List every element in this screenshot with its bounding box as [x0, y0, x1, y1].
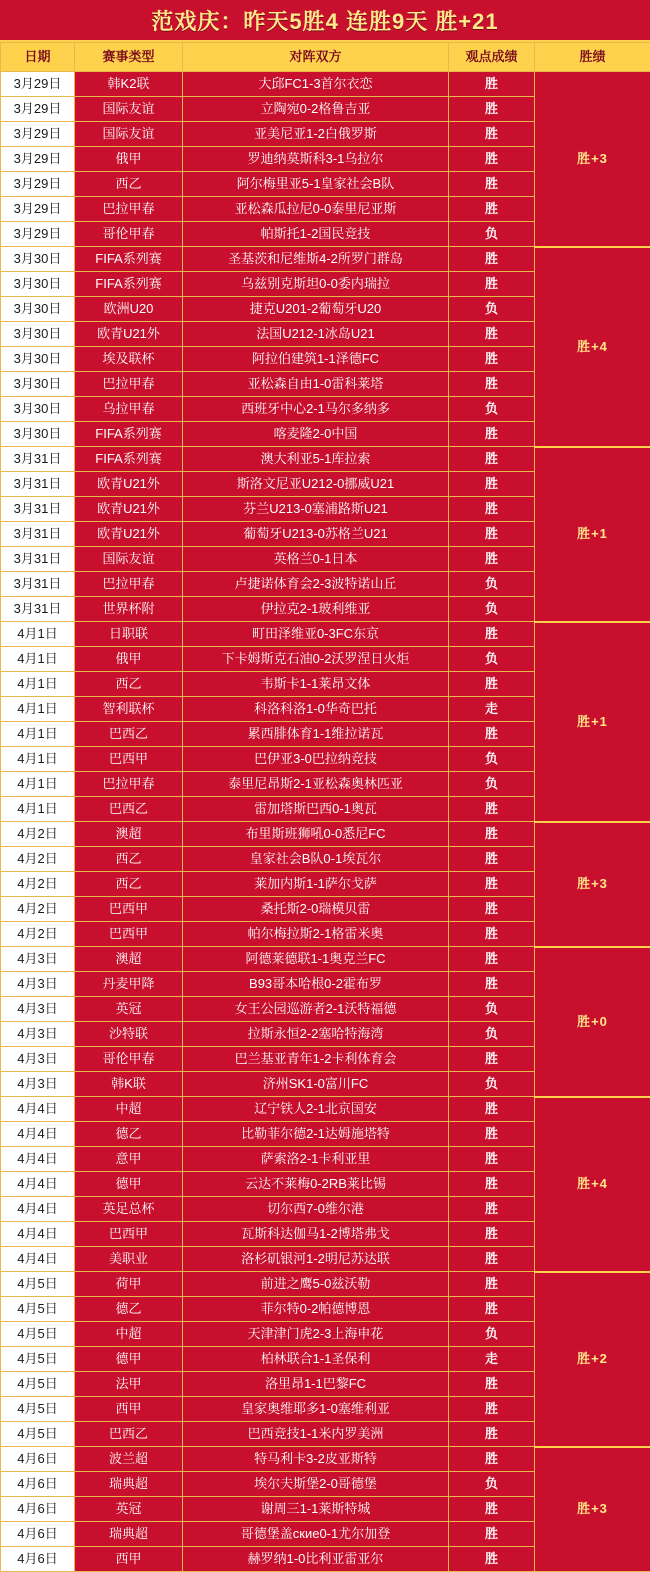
- cell-match: 菲尔特0-2帕德博恩: [183, 1297, 449, 1322]
- cell-league: 西乙: [75, 672, 183, 697]
- cell-result: 胜: [449, 322, 535, 347]
- cell-date: 3月31日: [1, 572, 75, 597]
- cell-league: 法甲: [75, 1372, 183, 1397]
- cell-match: 莱加内斯1-1萨尔戈萨: [183, 872, 449, 897]
- cell-league: 欧青U21外: [75, 322, 183, 347]
- cell-match: 巴兰基亚青年1-2卡利体育会: [183, 1047, 449, 1072]
- cell-match: 捷克U201-2葡萄牙U20: [183, 297, 449, 322]
- cell-result: 胜: [449, 972, 535, 997]
- cell-league: 西甲: [75, 1547, 183, 1572]
- cell-match: 伊拉克2-1玻利维亚: [183, 597, 449, 622]
- cell-league: 美职业: [75, 1247, 183, 1272]
- cell-match: 帕尔梅拉斯2-1格雷米奥: [183, 922, 449, 947]
- cell-league: 西乙: [75, 847, 183, 872]
- cell-streak: 胜+3: [535, 822, 650, 947]
- cell-date: 3月31日: [1, 597, 75, 622]
- cell-streak: 胜+1: [535, 622, 650, 822]
- cell-match: 雷加塔斯巴西0-1奥瓦: [183, 797, 449, 822]
- cell-match: 洛里昂1-1巴黎FC: [183, 1372, 449, 1397]
- cell-league: 西甲: [75, 1397, 183, 1422]
- cell-league: 巴拉甲春: [75, 372, 183, 397]
- table-row: [1, 72, 650, 97]
- cell-result: 胜: [449, 947, 535, 972]
- cell-match: 切尔西7-0维尔港: [183, 1197, 449, 1222]
- cell-date: 3月29日: [1, 172, 75, 197]
- table-row: [1, 1097, 650, 1122]
- cell-match: 布里斯班狮吼0-0悉尼FC: [183, 822, 449, 847]
- page-title: 范戏庆：昨天5胜4 连胜9天 胜+21: [151, 5, 498, 36]
- cell-result: 胜: [449, 97, 535, 122]
- cell-match: 桑托斯2-0瑞模贝雷: [183, 897, 449, 922]
- column-header-league: 赛事类型: [75, 43, 183, 72]
- cell-date: 3月31日: [1, 447, 75, 472]
- cell-match: 拉斯永恒2-2塞哈特海湾: [183, 1022, 449, 1047]
- cell-match: 英格兰0-1日本: [183, 547, 449, 572]
- cell-match: 罗迪纳莫斯科3-1乌拉尔: [183, 147, 449, 172]
- cell-match: 阿尔梅里亚5-1皇家社会B队: [183, 172, 449, 197]
- cell-result: 胜: [449, 1222, 535, 1247]
- cell-league: 巴西甲: [75, 897, 183, 922]
- cell-date: 4月5日: [1, 1422, 75, 1447]
- cell-match: 谢周三1-1莱斯特城: [183, 1497, 449, 1522]
- cell-result: 胜: [449, 1497, 535, 1522]
- cell-date: 4月5日: [1, 1372, 75, 1397]
- cell-result: 胜: [449, 897, 535, 922]
- cell-streak: 胜+3: [535, 72, 650, 247]
- cell-date: 4月5日: [1, 1322, 75, 1347]
- cell-match: 巴伊亚3-0巴拉纳竞技: [183, 747, 449, 772]
- cell-league: 英足总杯: [75, 1197, 183, 1222]
- cell-match: 萨索洛2-1卡利亚里: [183, 1147, 449, 1172]
- cell-match: 云达不莱梅0-2RB莱比锡: [183, 1172, 449, 1197]
- cell-date: 4月2日: [1, 872, 75, 897]
- cell-date: 3月31日: [1, 522, 75, 547]
- cell-league: 德乙: [75, 1122, 183, 1147]
- page-header: [0, 0, 650, 42]
- cell-league: 哥伦甲春: [75, 1047, 183, 1072]
- table-header-row: [1, 43, 650, 72]
- cell-league: 中超: [75, 1097, 183, 1122]
- cell-league: 巴西甲: [75, 1222, 183, 1247]
- cell-league: 俄甲: [75, 647, 183, 672]
- cell-league: 国际友谊: [75, 122, 183, 147]
- cell-result: 胜: [449, 1122, 535, 1147]
- cell-result: 走: [449, 697, 535, 722]
- cell-result: 胜: [449, 1447, 535, 1472]
- table-row: [1, 1447, 650, 1472]
- cell-league: FIFA系列赛: [75, 272, 183, 297]
- cell-league: FIFA系列赛: [75, 247, 183, 272]
- cell-result: 胜: [449, 1172, 535, 1197]
- cell-result: 胜: [449, 1522, 535, 1547]
- cell-date: 3月31日: [1, 472, 75, 497]
- cell-league: 巴西甲: [75, 747, 183, 772]
- cell-result: 胜: [449, 122, 535, 147]
- cell-match: 澳大利亚5-1库拉索: [183, 447, 449, 472]
- cell-date: 4月4日: [1, 1247, 75, 1272]
- cell-result: 胜: [449, 1047, 535, 1072]
- table-row: [1, 947, 650, 972]
- cell-match: 帕斯托1-2国民竞技: [183, 222, 449, 247]
- cell-league: 荷甲: [75, 1272, 183, 1297]
- cell-result: 负: [449, 597, 535, 622]
- cell-date: 4月3日: [1, 947, 75, 972]
- cell-match: 济州SK1-0富川FC: [183, 1072, 449, 1097]
- cell-result: 胜: [449, 197, 535, 222]
- cell-match: 巴西竞技1-1米内罗美洲: [183, 1422, 449, 1447]
- cell-result: 胜: [449, 1397, 535, 1422]
- cell-result: 胜: [449, 272, 535, 297]
- cell-date: 4月3日: [1, 1072, 75, 1097]
- cell-league: 波兰超: [75, 1447, 183, 1472]
- cell-league: 英冠: [75, 997, 183, 1022]
- cell-league: 英冠: [75, 1497, 183, 1522]
- cell-match: 女王公园巡游者2-1沃特福德: [183, 997, 449, 1022]
- table-body: [1, 72, 650, 1572]
- cell-match: 埃尔夫斯堡2-0哥德堡: [183, 1472, 449, 1497]
- cell-match: B93哥本哈根0-2霍布罗: [183, 972, 449, 997]
- cell-league: 韩K联: [75, 1072, 183, 1097]
- cell-result: 胜: [449, 1297, 535, 1322]
- cell-league: FIFA系列赛: [75, 422, 183, 447]
- cell-match: 天津津门虎2-3上海申花: [183, 1322, 449, 1347]
- cell-match: 斯洛文尼亚U212-0挪威U21: [183, 472, 449, 497]
- cell-match: 亚松森瓜拉尼0-0泰里尼亚斯: [183, 197, 449, 222]
- cell-match: 辽宁铁人2-1北京国安: [183, 1097, 449, 1122]
- cell-date: 4月6日: [1, 1547, 75, 1572]
- table-row: [1, 447, 650, 472]
- cell-result: 胜: [449, 347, 535, 372]
- table-row: [1, 822, 650, 847]
- cell-date: 4月1日: [1, 622, 75, 647]
- cell-result: 胜: [449, 497, 535, 522]
- cell-result: 负: [449, 1072, 535, 1097]
- cell-result: 胜: [449, 472, 535, 497]
- cell-result: 负: [449, 1022, 535, 1047]
- cell-result: 胜: [449, 422, 535, 447]
- cell-result: 胜: [449, 1372, 535, 1397]
- cell-league: 韩K2联: [75, 72, 183, 97]
- cell-date: 3月30日: [1, 247, 75, 272]
- cell-match: 乌兹别克斯坦0-0委内瑞拉: [183, 272, 449, 297]
- cell-result: 负: [449, 572, 535, 597]
- cell-match: 皇家社会B队0-1埃瓦尔: [183, 847, 449, 872]
- cell-match: 大邱FC1-3首尔衣恋: [183, 72, 449, 97]
- cell-date: 3月29日: [1, 197, 75, 222]
- cell-league: 欧青U21外: [75, 497, 183, 522]
- cell-result: 胜: [449, 847, 535, 872]
- cell-result: 负: [449, 747, 535, 772]
- cell-league: 德甲: [75, 1347, 183, 1372]
- cell-date: 3月30日: [1, 272, 75, 297]
- cell-date: 4月6日: [1, 1447, 75, 1472]
- cell-date: 3月30日: [1, 422, 75, 447]
- cell-league: 欧洲U20: [75, 297, 183, 322]
- cell-match: 泰里尼昂斯2-1亚松森奥林匹亚: [183, 772, 449, 797]
- cell-date: 3月31日: [1, 497, 75, 522]
- cell-date: 4月1日: [1, 647, 75, 672]
- cell-league: 巴西乙: [75, 1422, 183, 1447]
- cell-date: 4月1日: [1, 672, 75, 697]
- cell-league: 哥伦甲春: [75, 222, 183, 247]
- cell-date: 4月1日: [1, 697, 75, 722]
- cell-date: 4月5日: [1, 1347, 75, 1372]
- cell-date: 4月5日: [1, 1272, 75, 1297]
- column-header-result: 观点成绩: [449, 43, 535, 72]
- cell-result: 胜: [449, 72, 535, 97]
- cell-date: 4月3日: [1, 1022, 75, 1047]
- cell-result: 胜: [449, 1547, 535, 1572]
- cell-date: 4月2日: [1, 897, 75, 922]
- cell-result: 胜: [449, 872, 535, 897]
- cell-league: 巴拉甲春: [75, 572, 183, 597]
- cell-date: 3月30日: [1, 322, 75, 347]
- cell-date: 4月2日: [1, 822, 75, 847]
- cell-match: 葡萄牙U213-0苏格兰U21: [183, 522, 449, 547]
- cell-result: 胜: [449, 372, 535, 397]
- cell-league: 德甲: [75, 1172, 183, 1197]
- table-row: [1, 622, 650, 647]
- table-row: [1, 247, 650, 272]
- cell-match: 科洛科洛1-0华奇巴托: [183, 697, 449, 722]
- cell-match: 喀麦隆2-0中国: [183, 422, 449, 447]
- column-header-match: 对阵双方: [183, 43, 449, 72]
- cell-match: 皇家奥维耶多1-0塞维利亚: [183, 1397, 449, 1422]
- cell-date: 3月30日: [1, 347, 75, 372]
- cell-match: 法国U212-1冰岛U21: [183, 322, 449, 347]
- cell-match: 洛杉矶银河1-2明尼苏达联: [183, 1247, 449, 1272]
- cell-league: 巴西乙: [75, 722, 183, 747]
- cell-result: 胜: [449, 172, 535, 197]
- cell-streak: 胜+4: [535, 1097, 650, 1272]
- cell-result: 胜: [449, 672, 535, 697]
- cell-result: 胜: [449, 922, 535, 947]
- cell-league: 乌拉甲春: [75, 397, 183, 422]
- cell-result: 胜: [449, 547, 535, 572]
- cell-result: 负: [449, 397, 535, 422]
- cell-result: 胜: [449, 1097, 535, 1122]
- cell-date: 4月3日: [1, 1047, 75, 1072]
- cell-league: 丹麦甲降: [75, 972, 183, 997]
- cell-match: 阿德莱德联1-1奥克兰FC: [183, 947, 449, 972]
- cell-result: 负: [449, 222, 535, 247]
- cell-date: 4月4日: [1, 1097, 75, 1122]
- cell-league: 俄甲: [75, 147, 183, 172]
- cell-date: 3月31日: [1, 547, 75, 572]
- cell-match: 瓦斯科达伽马1-2博塔弗戈: [183, 1222, 449, 1247]
- cell-date: 4月6日: [1, 1522, 75, 1547]
- cell-date: 4月3日: [1, 972, 75, 997]
- cell-result: 胜: [449, 1147, 535, 1172]
- cell-date: 3月29日: [1, 222, 75, 247]
- table-row: [1, 1272, 650, 1297]
- cell-date: 3月29日: [1, 147, 75, 172]
- cell-league: 瑞典超: [75, 1472, 183, 1497]
- cell-streak: 胜+3: [535, 1447, 650, 1572]
- records-table: [0, 42, 650, 1572]
- cell-league: 西乙: [75, 872, 183, 897]
- cell-match: 特马利卡3-2皮亚斯特: [183, 1447, 449, 1472]
- cell-league: 中超: [75, 1322, 183, 1347]
- cell-date: 3月30日: [1, 297, 75, 322]
- cell-league: 沙特联: [75, 1022, 183, 1047]
- cell-result: 负: [449, 1472, 535, 1497]
- cell-date: 3月29日: [1, 72, 75, 97]
- cell-streak: 胜+2: [535, 1272, 650, 1447]
- cell-date: 3月30日: [1, 372, 75, 397]
- cell-league: 西乙: [75, 172, 183, 197]
- cell-result: 胜: [449, 447, 535, 472]
- cell-result: 胜: [449, 1422, 535, 1447]
- cell-date: 4月4日: [1, 1172, 75, 1197]
- cell-match: 前进之鹰5-0兹沃勒: [183, 1272, 449, 1297]
- cell-result: 胜: [449, 522, 535, 547]
- cell-match: 芬兰U213-0塞浦路斯U21: [183, 497, 449, 522]
- cell-league: 澳超: [75, 947, 183, 972]
- cell-date: 4月5日: [1, 1297, 75, 1322]
- cell-match: 赫罗纳1-0比利亚雷亚尔: [183, 1547, 449, 1572]
- cell-league: 国际友谊: [75, 547, 183, 572]
- cell-date: 4月4日: [1, 1222, 75, 1247]
- cell-result: 负: [449, 647, 535, 672]
- cell-league: 巴拉甲春: [75, 772, 183, 797]
- cell-match: 韦斯卡1-1莱昂文体: [183, 672, 449, 697]
- cell-date: 4月3日: [1, 997, 75, 1022]
- cell-match: 西班牙中心2-1马尔多纳多: [183, 397, 449, 422]
- cell-league: 德乙: [75, 1297, 183, 1322]
- cell-match: 亚松森自由1-0雷科莱塔: [183, 372, 449, 397]
- cell-streak: 胜+1: [535, 447, 650, 622]
- cell-league: 智利联杯: [75, 697, 183, 722]
- cell-result: 胜: [449, 797, 535, 822]
- cell-match: 柏林联合1-1圣保利: [183, 1347, 449, 1372]
- cell-result: 胜: [449, 1272, 535, 1297]
- cell-streak: 胜+0: [535, 947, 650, 1097]
- cell-date: 4月6日: [1, 1497, 75, 1522]
- cell-league: 澳超: [75, 822, 183, 847]
- cell-league: 巴西甲: [75, 922, 183, 947]
- cell-result: 负: [449, 772, 535, 797]
- cell-date: 4月5日: [1, 1397, 75, 1422]
- cell-date: 4月2日: [1, 847, 75, 872]
- cell-match: 圣基茨和尼维斯4-2所罗门群岛: [183, 247, 449, 272]
- cell-match: 亚美尼亚1-2白俄罗斯: [183, 122, 449, 147]
- cell-date: 4月2日: [1, 922, 75, 947]
- cell-match: 阿拉伯建筑1-1泽德FC: [183, 347, 449, 372]
- cell-result: 胜: [449, 622, 535, 647]
- cell-match: 哥德堡盖ские0-1尤尔加登: [183, 1522, 449, 1547]
- cell-league: 欧青U21外: [75, 472, 183, 497]
- column-header-date: 日期: [1, 43, 75, 72]
- cell-date: 4月1日: [1, 797, 75, 822]
- cell-result: 胜: [449, 722, 535, 747]
- cell-result: 胜: [449, 247, 535, 272]
- cell-date: 4月1日: [1, 747, 75, 772]
- cell-league: 欧青U21外: [75, 522, 183, 547]
- cell-match: 町田泽维亚0-3FC东京: [183, 622, 449, 647]
- cell-result: 负: [449, 297, 535, 322]
- cell-date: 3月29日: [1, 122, 75, 147]
- cell-league: 意甲: [75, 1147, 183, 1172]
- cell-date: 4月1日: [1, 772, 75, 797]
- cell-match: 累西腓体育1-1维拉诺瓦: [183, 722, 449, 747]
- cell-league: 埃及联杯: [75, 347, 183, 372]
- cell-date: 3月30日: [1, 397, 75, 422]
- cell-league: 瑞典超: [75, 1522, 183, 1547]
- cell-league: 巴拉甲春: [75, 197, 183, 222]
- cell-date: 4月4日: [1, 1197, 75, 1222]
- cell-match: 立陶宛0-2格鲁吉亚: [183, 97, 449, 122]
- cell-league: 世界杯附: [75, 597, 183, 622]
- cell-league: 巴西乙: [75, 797, 183, 822]
- cell-streak: 胜+4: [535, 247, 650, 447]
- cell-date: 4月1日: [1, 722, 75, 747]
- cell-result: 走: [449, 1347, 535, 1372]
- cell-result: 胜: [449, 822, 535, 847]
- cell-result: 负: [449, 1322, 535, 1347]
- cell-date: 4月6日: [1, 1472, 75, 1497]
- cell-league: FIFA系列赛: [75, 447, 183, 472]
- cell-date: 4月4日: [1, 1122, 75, 1147]
- cell-match: 下卡姆斯克石油0-2沃罗涅日火炬: [183, 647, 449, 672]
- cell-match: 比勒菲尔德2-1达姆施塔特: [183, 1122, 449, 1147]
- cell-date: 4月4日: [1, 1147, 75, 1172]
- cell-date: 3月29日: [1, 97, 75, 122]
- column-header-streak: 胜绩: [535, 43, 650, 72]
- cell-match: 卢捷诺体育会2-3波特诺山丘: [183, 572, 449, 597]
- cell-result: 胜: [449, 1247, 535, 1272]
- cell-league: 日职联: [75, 622, 183, 647]
- cell-result: 负: [449, 997, 535, 1022]
- cell-league: 国际友谊: [75, 97, 183, 122]
- cell-result: 胜: [449, 147, 535, 172]
- cell-result: 胜: [449, 1197, 535, 1222]
